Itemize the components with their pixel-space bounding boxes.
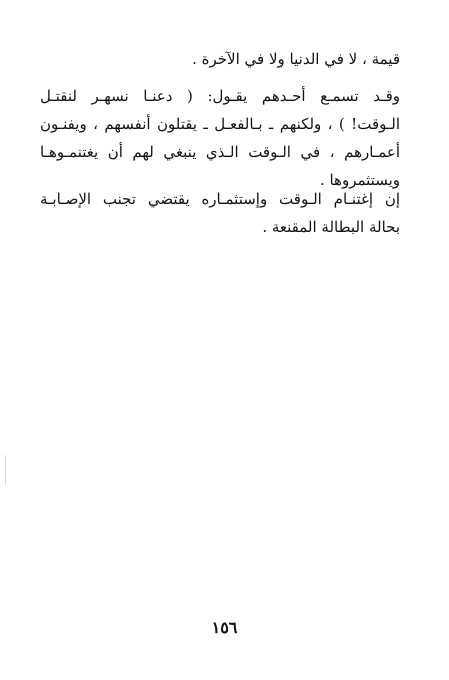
paragraph-2: [40, 82, 400, 194]
text-line: الـوقت! ) ، ولكنهم ـ بـالفعـل ـ يقتلون أنفسهم ، ويفنـون: [40, 115, 400, 133]
text-line: بحالة البطالة المقنعة .: [262, 218, 400, 236]
scan-mark: [5, 455, 6, 485]
paragraph-3: [40, 185, 400, 241]
page-number: ١٥٦: [211, 618, 238, 637]
paragraph-1: [40, 45, 400, 73]
text-line: أعمـارهم ، في الـوقت الـذي ينبغي لهم أن يغتنمـوهـا: [40, 143, 400, 161]
text-line: ويستثمروها .: [319, 171, 400, 189]
text-line: إن إغتنـام الـوقت وإستثمـاره يقتضي تجنب الإصـابـة: [40, 190, 400, 208]
text-line: وقـد تسمـع أحـدهم يقـول: ( دعنـا نسهـر لنقتـل: [40, 87, 400, 105]
text-line: قيمة ، لا في الدنيا ولا في الآخرة .: [192, 50, 400, 68]
